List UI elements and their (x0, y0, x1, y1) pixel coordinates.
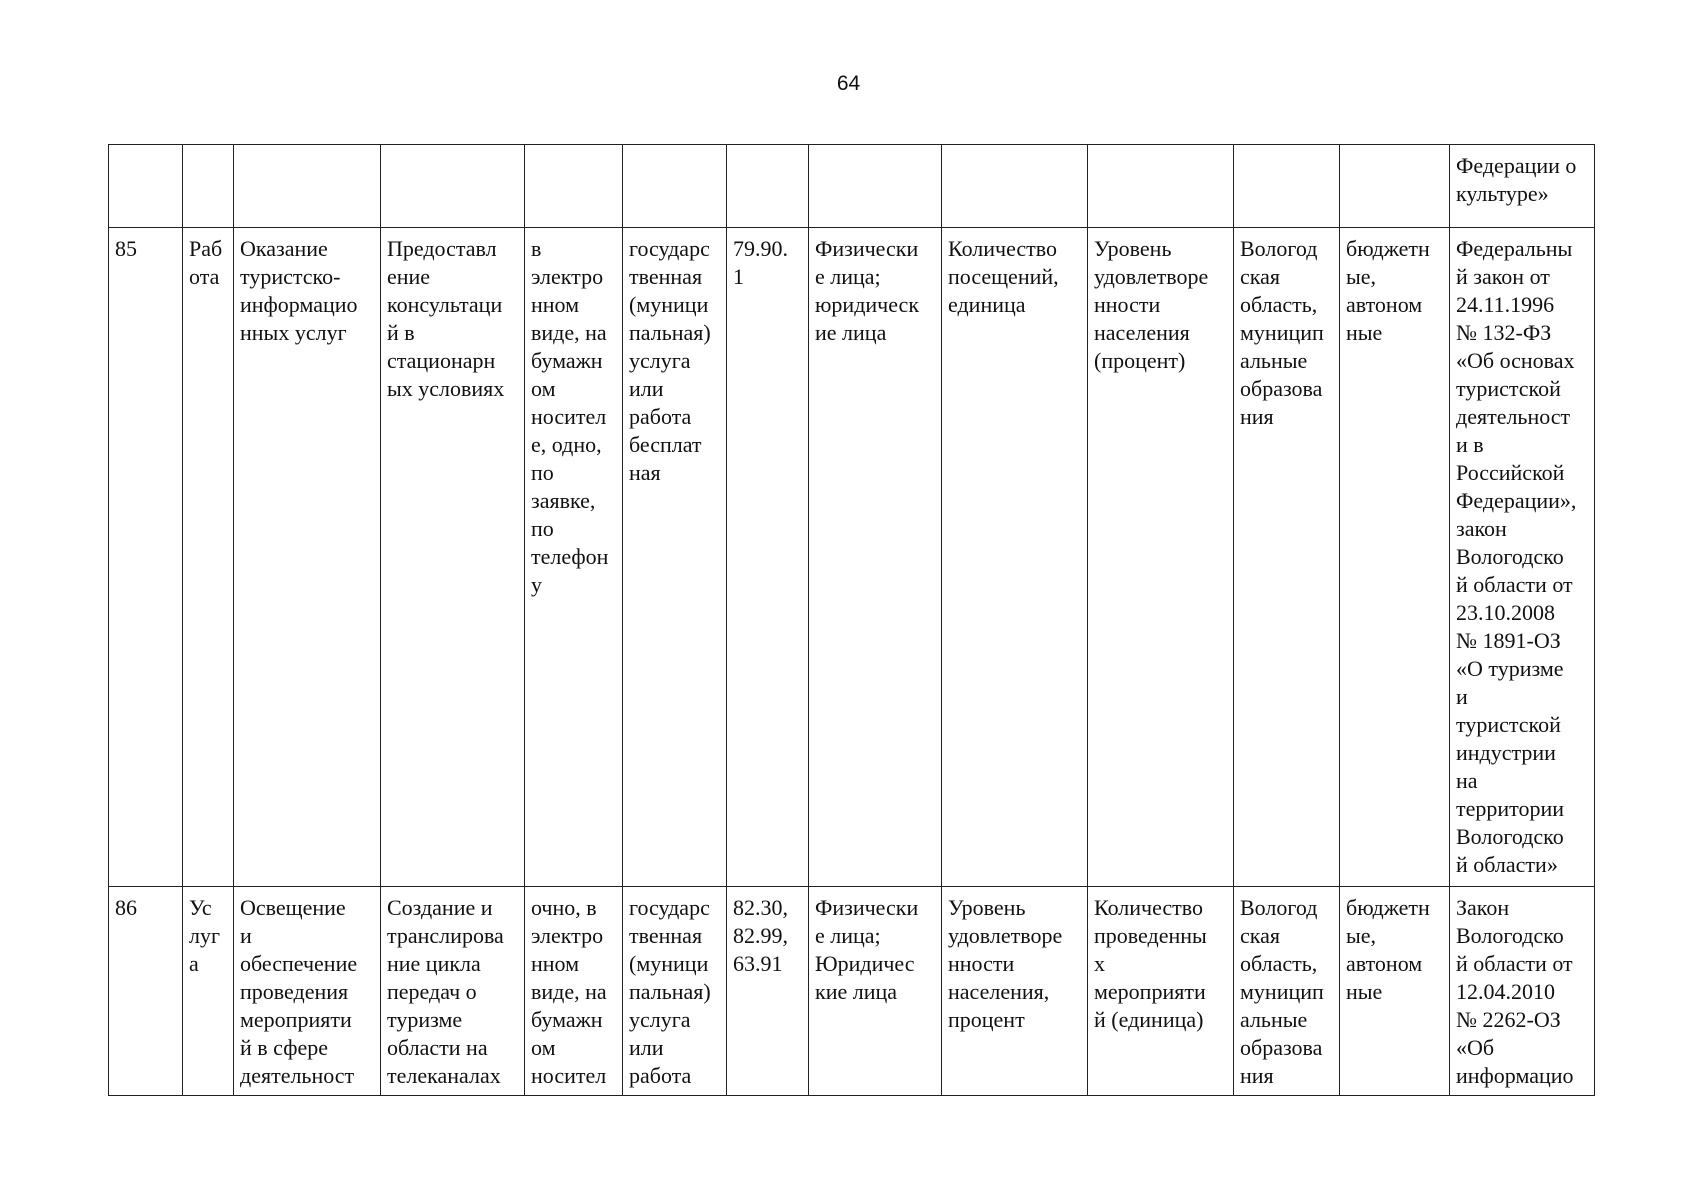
quality-indicator-cell: Количество проведенны х мероприяти й (единица) (1088, 887, 1234, 1096)
table-cell (234, 145, 381, 228)
table-cell (183, 145, 234, 228)
delivery-form-cell: очно, в электро нном виде, на бумажн ом носител (525, 887, 623, 1096)
legal-basis-cell: Закон Вологодско й области от 12.04.2010 № 2262-ОЗ «Об информацио (1450, 887, 1595, 1096)
recipients-cell: Физически е лица; юридическ ие лица (809, 228, 942, 887)
table-cell (1340, 145, 1450, 228)
table-cell (623, 145, 727, 228)
type-cell: Ус луг а (183, 887, 234, 1096)
territory-cell: Вологод ская область, муницип альные образова ния (1234, 887, 1340, 1096)
table-row (109, 145, 1595, 228)
service-name-cell: Освещение и обеспечение проведения мероприяти й в сфере деятельност (234, 887, 381, 1096)
okved-code-cell: 82.30, 82.99, 63.91 (727, 887, 809, 1096)
service-name-cell: Оказание туристско- информацио нных услуг (234, 228, 381, 887)
service-category-cell: государс твенная (муници пальная) услуга или работа бесплат ная (623, 228, 727, 887)
table-cell (727, 145, 809, 228)
row-number-cell: 86 (109, 887, 183, 1096)
row-number-cell: 85 (109, 228, 183, 887)
legal-basis-cell: Федеральны й закон от 24.11.1996 № 132-ФЗ «Об основах туристской деятельност и в Российской Федерации», закон Вологодско й области от 23.10.2008 № 1891-ОЗ «О туризме и туристской индустрии на территории Вологодско й области» (1450, 228, 1595, 887)
document-table (108, 144, 1595, 1096)
recipients-cell: Физически е лица; Юридичес кие лица (809, 887, 942, 1096)
content-cell: Предоставл ение консультаци й в стационарн ых условиях (381, 228, 525, 887)
delivery-form-cell: в электро нном виде, на бумажн ом носител е, одно, по заявке, по телефон у (525, 228, 623, 887)
type-cell: Раб ота (183, 228, 234, 887)
table-cell (942, 145, 1088, 228)
volume-indicator-cell: Количество посещений, единица (942, 228, 1088, 887)
quality-indicator-cell: Уровень удовлетворе нности населения (процент) (1088, 228, 1234, 887)
table-cell (525, 145, 623, 228)
table-cell (809, 145, 942, 228)
table-cell (109, 145, 183, 228)
institution-type-cell: бюджетн ые, автоном ные (1340, 228, 1450, 887)
volume-indicator-cell: Уровень удовлетворе нности населения, процент (942, 887, 1088, 1096)
institution-type-cell: бюджетн ые, автоном ные (1340, 887, 1450, 1096)
table-cell (1088, 145, 1234, 228)
table-cell (1234, 145, 1340, 228)
table-row (109, 228, 1595, 887)
content-cell: Создание и транслирова ние цикла передач о туризме области на телеканалах (381, 887, 525, 1096)
table-cell (381, 145, 525, 228)
territory-cell: Вологод ская область, муницип альные образова ния (1234, 228, 1340, 887)
page-number: 64 (836, 72, 861, 95)
service-category-cell: государс твенная (муници пальная) услуга или работа (623, 887, 727, 1096)
okved-code-cell: 79.90. 1 (727, 228, 809, 887)
table-row (109, 887, 1595, 1096)
legal-basis-cell: Федерации о культуре» (1450, 145, 1595, 228)
